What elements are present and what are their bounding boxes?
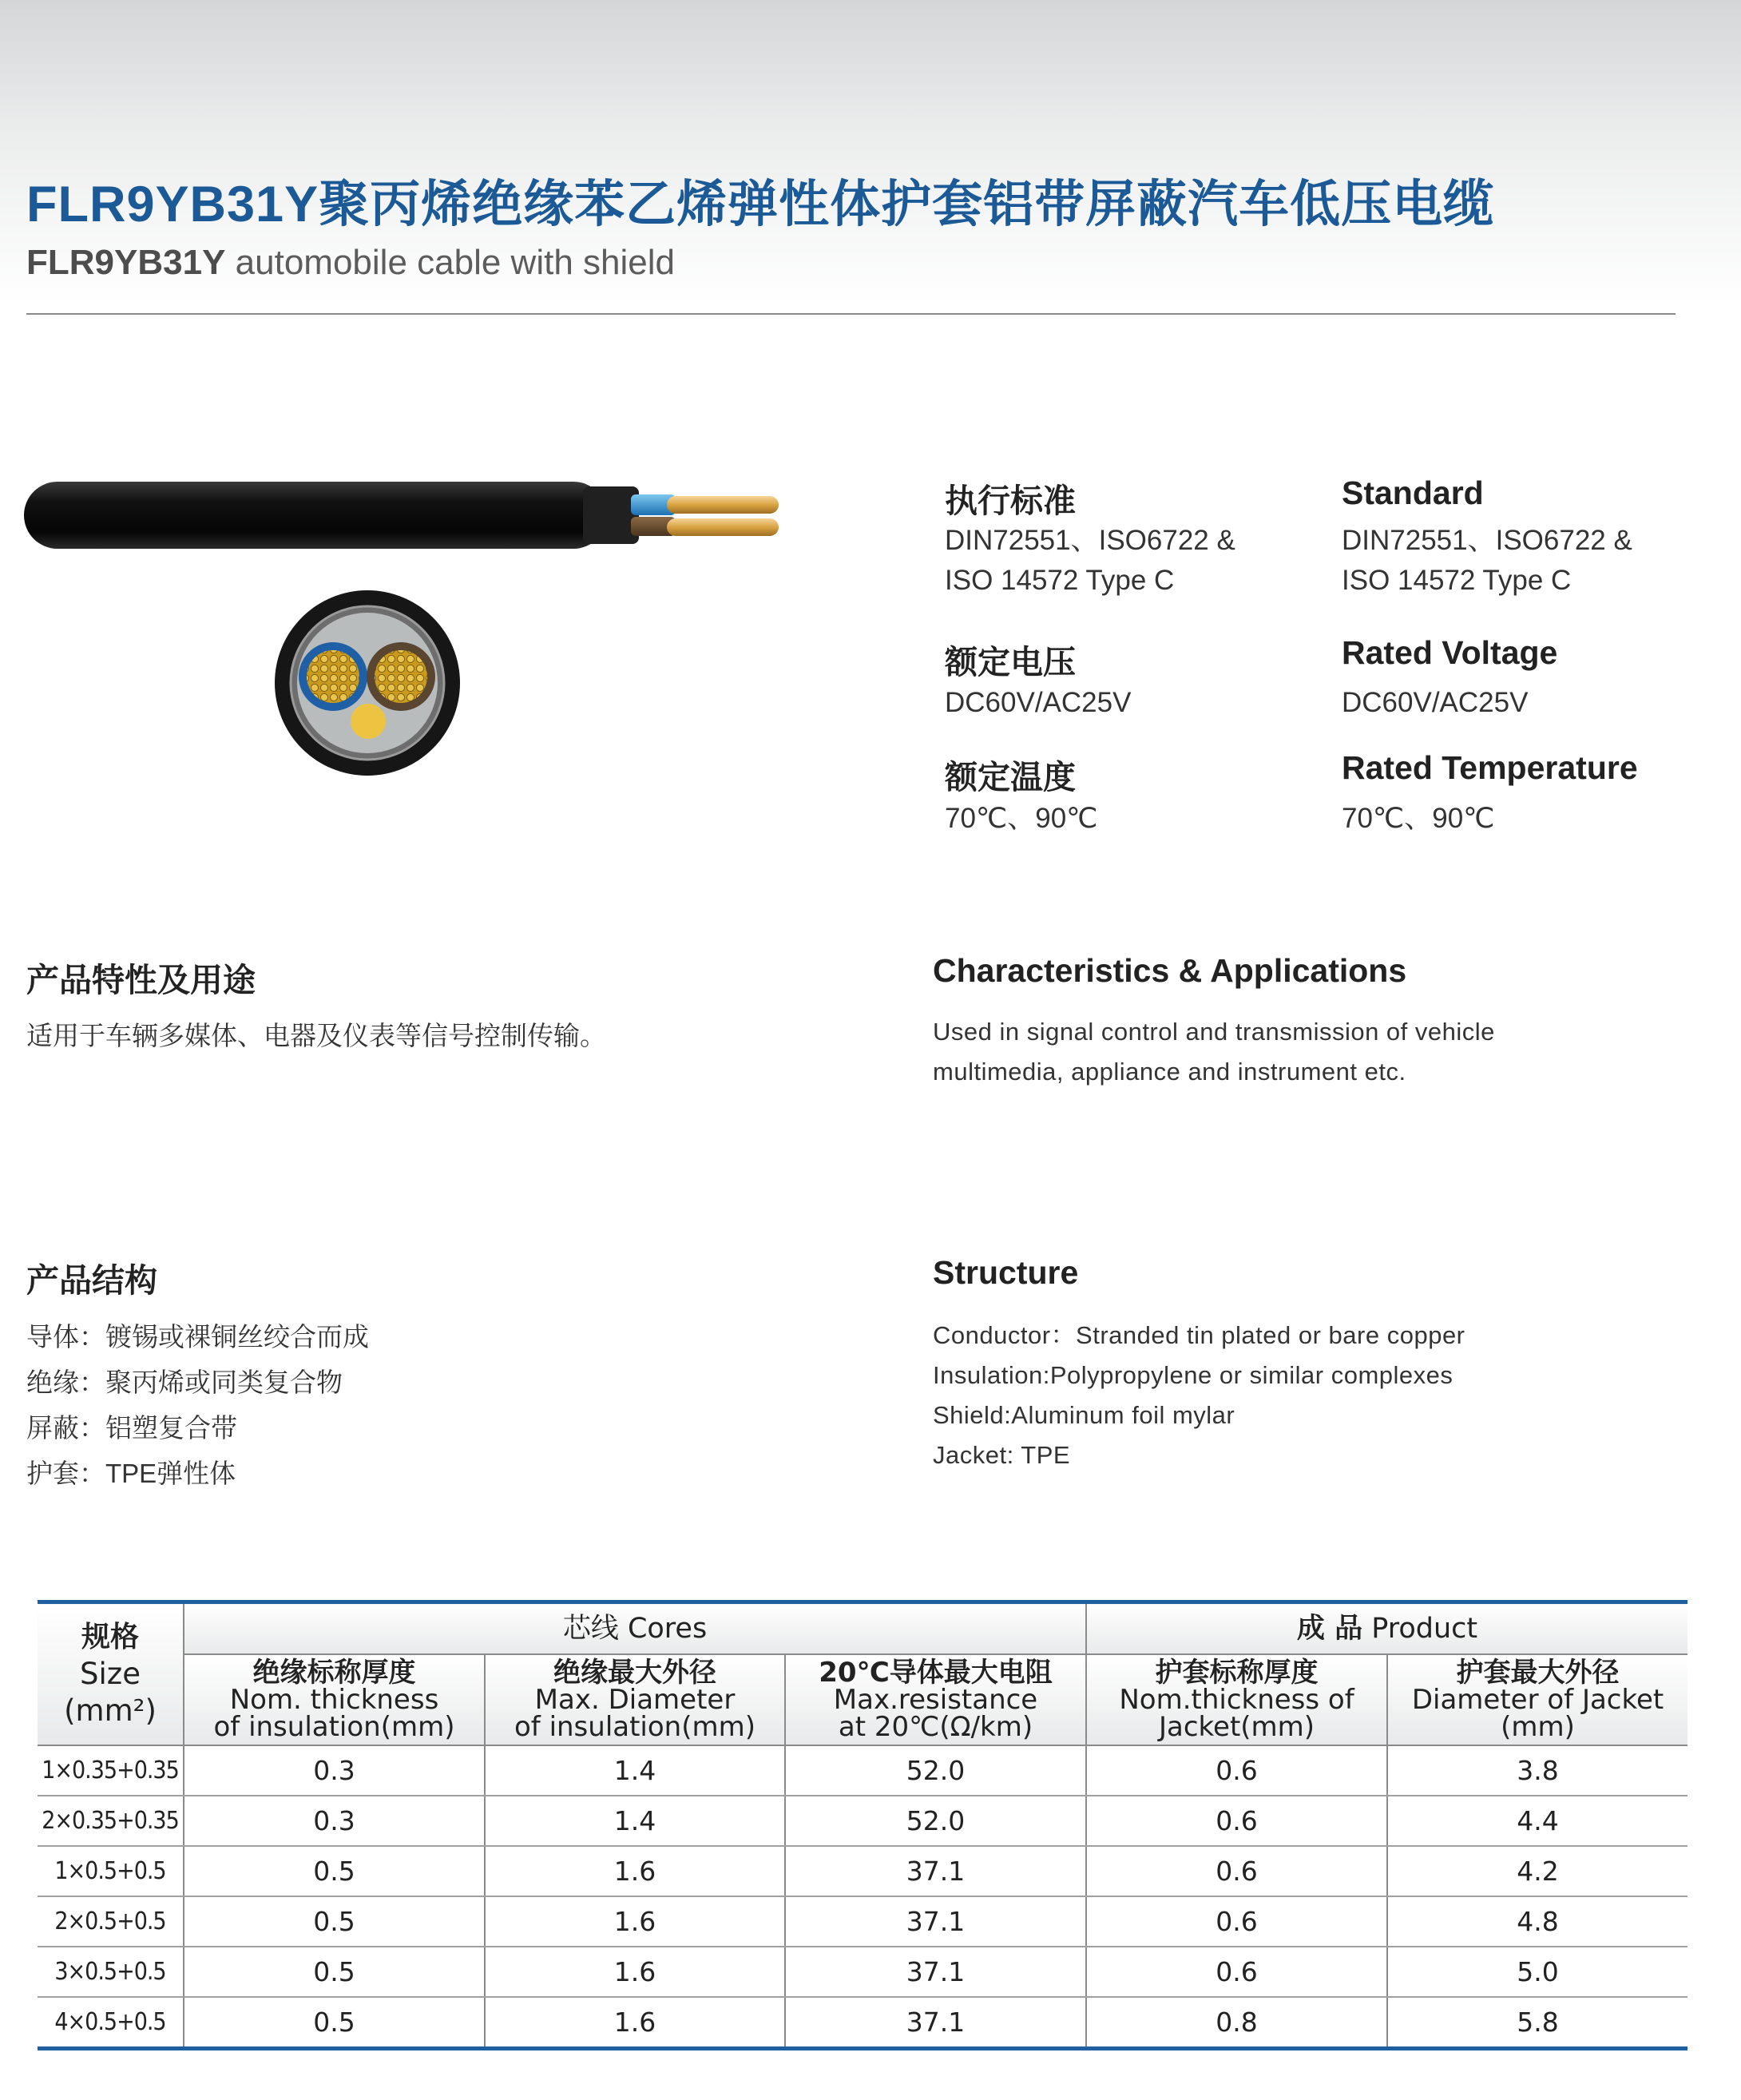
standard-value-en xyxy=(1342,521,1632,601)
structure-item-cn: 护套：TPE弹性体 xyxy=(26,1459,236,1488)
col-header-en1: Nom.thickness of xyxy=(1119,1684,1354,1716)
column-header-resistance xyxy=(785,1654,1086,1745)
copper-conductor-1 xyxy=(667,496,779,514)
voltage-heading-en: Rated Voltage xyxy=(1342,634,1558,671)
col-header-en2: of insulation(mm) xyxy=(213,1711,455,1743)
table-cell: 5.8 xyxy=(1517,2007,1559,2038)
column-header-insulation-thickness xyxy=(184,1654,485,1745)
cable-jacket xyxy=(24,482,607,549)
size-header-unit: (mm²) xyxy=(64,1693,157,1728)
col-header-cn: 护套标称厚度 xyxy=(1155,1657,1319,1689)
standard-value-line2-cn: ISO 14572 Type C xyxy=(945,565,1175,596)
table-row xyxy=(38,1846,1687,1896)
temperature-heading-cn: 额定温度 xyxy=(945,759,1076,796)
table-row xyxy=(38,1947,1687,1997)
col-header-en2: of insulation(mm) xyxy=(514,1711,755,1743)
column-header-jacket-diameter xyxy=(1387,1654,1687,1745)
table-cell: 0.6 xyxy=(1086,1745,1387,1796)
col-header-en1: Max.resistance xyxy=(833,1684,1038,1716)
table-cell: 5.0 xyxy=(1387,1947,1687,1997)
col-header-cn: 绝缘最大外径 xyxy=(553,1657,716,1689)
page-title-en xyxy=(26,243,675,283)
structure-item-cn: 导体：镀锡或裸铜丝绞合而成 xyxy=(26,1322,369,1352)
table-row xyxy=(38,1796,1687,1846)
standard-value-line1-cn: DIN72551、ISO6722 & xyxy=(945,525,1235,556)
table-cell: 4.4 xyxy=(1387,1796,1687,1846)
cores-group-header: 芯线 Cores xyxy=(184,1602,1086,1655)
structure-heading-cn: 产品结构 xyxy=(26,1262,157,1299)
size-column-header xyxy=(38,1602,184,1746)
cell-size: 2×0.35+0.35 xyxy=(38,1796,184,1846)
table-cell: 0.8 xyxy=(1086,1997,1387,2049)
col-header-en2: Jacket(mm) xyxy=(1159,1711,1315,1743)
table-cell: 0.6 xyxy=(1086,1947,1387,1997)
table-cell: 52.0 xyxy=(785,1796,1086,1846)
table-cell: 3.8 xyxy=(1387,1745,1687,1796)
table-cell: 0.3 xyxy=(184,1745,485,1796)
standard-value-line1-en: DIN72551、ISO6722 & xyxy=(1342,525,1632,556)
table-cell: 0.6 xyxy=(1086,1846,1387,1896)
product-group-header xyxy=(1086,1602,1687,1655)
table-cell: 0.5 xyxy=(184,1997,485,2049)
cell-size: 4×0.5+0.5 xyxy=(38,1997,184,2049)
product-group-en: Product xyxy=(1371,1613,1478,1645)
section-conductor-1 xyxy=(307,650,359,703)
table-cell: 0.5 xyxy=(184,1947,485,1997)
structure-item-en: Conductor：Stranded tin plated or bare copper xyxy=(933,1321,1465,1349)
title-en-model: FLR9YB31Y xyxy=(26,243,226,282)
characteristics-text-en xyxy=(933,1012,1495,1092)
section-drain-wire xyxy=(351,704,386,739)
structure-item-en: Insulation:Polypropylene or similar complexes xyxy=(933,1361,1453,1389)
structure-item-en: Jacket: TPE xyxy=(933,1441,1071,1469)
table-row xyxy=(38,1997,1687,2049)
table-row xyxy=(38,1745,1687,1796)
standard-value-cn xyxy=(945,521,1235,601)
table-cell: 37.1 xyxy=(785,1947,1086,1997)
cell-size: 3×0.5+0.5 xyxy=(38,1947,184,1997)
structure-item-cn: 屏蔽：铝塑复合带 xyxy=(26,1413,237,1443)
column-header-insulation-diameter xyxy=(485,1654,785,1745)
voltage-value-en: DC60V/AC25V xyxy=(1342,687,1529,718)
section-conductor-2 xyxy=(375,650,427,703)
characteristics-text-en-line1: Used in signal control and transmission of vehicle xyxy=(933,1018,1495,1046)
col-header-en1: Diameter of Jacket xyxy=(1411,1684,1664,1716)
table-cell: 4.8 xyxy=(1387,1896,1687,1947)
table-cell: 37.1 xyxy=(785,1846,1086,1896)
col-header-en1: Max. Diameter xyxy=(534,1684,736,1716)
characteristics-text-cn: 适用于车辆多媒体、电器及仪表等信号控制传输。 xyxy=(26,1021,606,1050)
characteristics-text-en-line2: multimedia, appliance and instrument etc. xyxy=(933,1058,1406,1086)
column-header-jacket-thickness xyxy=(1086,1654,1387,1745)
specification-table xyxy=(38,1600,1687,2050)
table-cell: 0.3 xyxy=(184,1796,485,1846)
copper-conductor-2 xyxy=(667,518,779,536)
table-cell: 4.2 xyxy=(1387,1846,1687,1896)
table-cell: 0.5 xyxy=(184,1896,485,1947)
col-header-en2: (mm) xyxy=(1501,1711,1575,1743)
table-cell: 52.0 xyxy=(785,1745,1086,1796)
col-header-cn: 20℃导体最大电阻 xyxy=(819,1657,1053,1689)
table-cell: 37.1 xyxy=(785,1997,1086,2049)
product-group-cn: 成 品 xyxy=(1296,1613,1363,1645)
size-header-cn: 规格 xyxy=(81,1621,139,1653)
temperature-value-en: 70℃、90℃ xyxy=(1342,803,1495,834)
structure-item-en: Shield:Aluminum foil mylar xyxy=(933,1401,1235,1429)
structure-list-cn xyxy=(26,1314,369,1496)
voltage-value-cn: DC60V/AC25V xyxy=(945,687,1132,718)
cell-size: 1×0.35+0.35 xyxy=(38,1745,184,1796)
temperature-heading-en: Rated Temperature xyxy=(1342,749,1638,786)
characteristics-heading-en: Characteristics & Applications xyxy=(933,952,1407,989)
col-header-en1: Nom. thickness xyxy=(229,1684,439,1716)
temperature-value-cn: 70℃、90℃ xyxy=(945,803,1098,834)
table-cell: 1.6 xyxy=(485,1846,785,1896)
table-cell: 1.6 xyxy=(485,1947,785,1997)
table-row xyxy=(38,1896,1687,1947)
cable-cross-section-illustration xyxy=(272,587,463,779)
voltage-heading-cn: 额定电压 xyxy=(945,644,1076,681)
title-en-desc: automobile cable with shield xyxy=(235,243,675,282)
table-cell: 0.5 xyxy=(184,1846,485,1896)
page-title-cn: FLR9YB31Y聚丙烯绝缘苯乙烯弹性体护套铝带屏蔽汽车低压电缆 xyxy=(26,177,1495,232)
cable-shield-layer xyxy=(583,486,639,544)
table-cell: 1.6 xyxy=(485,1896,785,1947)
table-cell: 1.6 xyxy=(485,1997,785,2049)
size-header-en: Size xyxy=(80,1657,141,1691)
header-divider xyxy=(26,313,1676,315)
col-header-cn: 绝缘标称厚度 xyxy=(252,1657,416,1689)
col-header-cn: 护套最大外径 xyxy=(1456,1657,1620,1689)
table-cell: 1.4 xyxy=(485,1796,785,1846)
standard-heading-en: Standard xyxy=(1342,474,1484,511)
structure-list-en xyxy=(933,1316,1465,1475)
table-cell: 37.1 xyxy=(785,1896,1086,1947)
standard-heading-cn: 执行标准 xyxy=(945,482,1076,519)
table-cell: 0.6 xyxy=(1086,1896,1387,1947)
characteristics-heading-cn: 产品特性及用途 xyxy=(26,962,256,998)
col-header-en2: at 20℃(Ω/km) xyxy=(838,1711,1033,1743)
cell-size: 1×0.5+0.5 xyxy=(38,1846,184,1896)
standard-value-line2-en: ISO 14572 Type C xyxy=(1342,565,1572,596)
cell-size: 2×0.5+0.5 xyxy=(38,1896,184,1947)
structure-item-cn: 绝缘：聚丙烯或同类复合物 xyxy=(26,1368,343,1397)
table-cell: 1.4 xyxy=(485,1745,785,1796)
structure-heading-en: Structure xyxy=(933,1254,1079,1291)
cable-side-illustration xyxy=(24,475,791,563)
table-cell: 0.6 xyxy=(1086,1796,1387,1846)
